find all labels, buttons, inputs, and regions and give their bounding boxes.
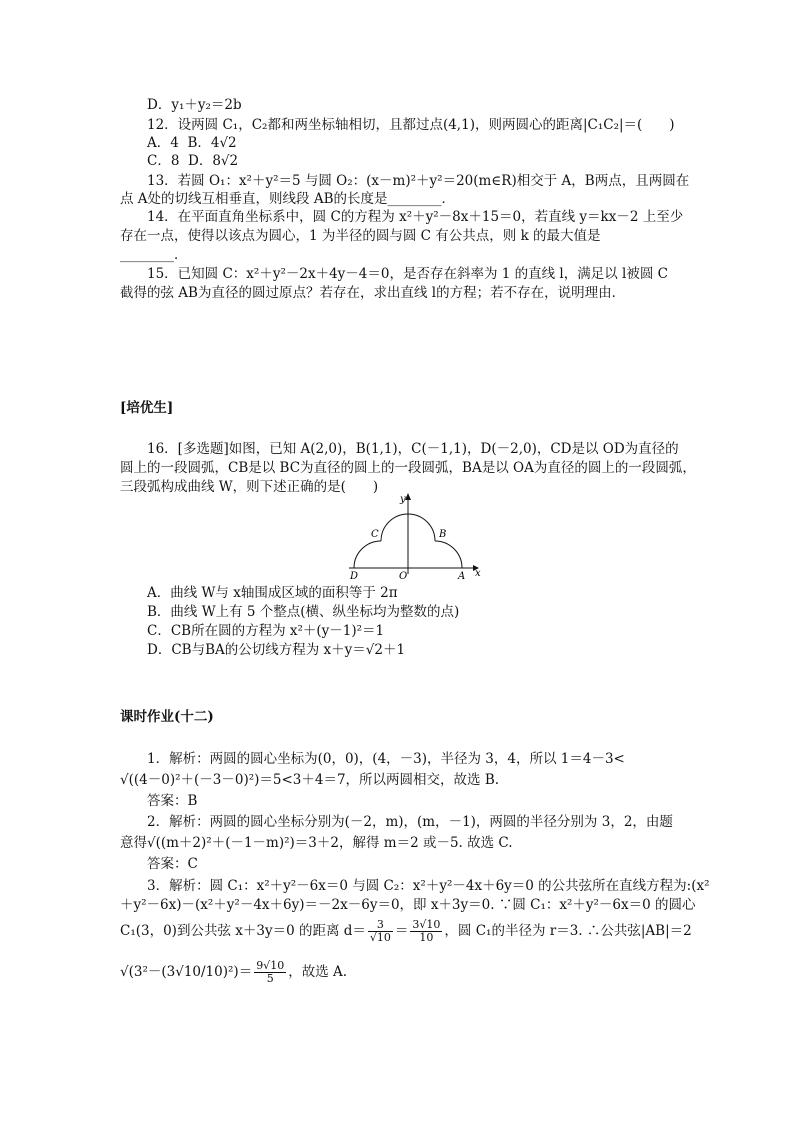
- q13-line2: 点 A处的切线互相垂直，则线段 AB的长度是________．: [120, 191, 456, 207]
- arc-cd: [354, 541, 381, 568]
- label-b: B: [439, 529, 447, 540]
- curve-w-figure: [345, 490, 485, 582]
- q11-option-d: D．y₁＋y₂＝2b: [147, 97, 242, 113]
- chord-length-num: 9√10: [256, 959, 285, 972]
- q15-line1: 15．已知圆 C：x²＋y²－2x＋4y－4＝0，是否存在斜率为 1 的直线 l，满足以 l被圆 C: [147, 266, 668, 282]
- q16-option-b: B．曲线 W上有 5 个整点(横、纵坐标均为整数的点): [147, 604, 460, 620]
- chord-length-radical: √(3²－(3√10/10)²): [120, 964, 239, 980]
- q14-line3: ________．: [120, 247, 188, 263]
- distance-simplified-den: 10: [419, 931, 434, 944]
- q16-option-c: C．CB所在圆的方程为 x²＋(y－1)²＝1: [147, 623, 385, 639]
- ans3-line1: 3．解析：圆 C₁：x²＋y²－6x＝0 与圆 C₂：x²＋y²－4x＋6y＝0 的公共弦所在直线方程为:(x²: [147, 878, 710, 894]
- label-d: D: [350, 571, 359, 582]
- ans2-answer: 答案：C: [147, 856, 198, 872]
- label-a: A: [458, 571, 466, 582]
- ans3-line4: √(3²－(3√10/10)²)＝ $\frac{9√10}{5}$ ，故选 A.: [120, 959, 348, 985]
- q16-line3: 三段弧构成曲线 W，则下述正确的是( ): [120, 479, 379, 495]
- q12-options-ab: [147, 134, 237, 152]
- distance-fraction-num: 3: [368, 919, 393, 932]
- q12-stem: 12．设两圆 C₁，C₂都和两坐标轴相切，且都过点(4,1)，则两圆心的距离|C₁C₂|＝( ): [147, 117, 675, 133]
- distance-fraction-den: √10: [369, 931, 391, 944]
- distance-simplified-num: 3√10: [412, 918, 441, 931]
- ans3-line2: ＋y²－6x)－(x²＋y²－4x＋6y)＝－2x－6y＝0，即 x＋3y＝0. ∵圆 C₁：x²＋y²－6x＝0 的圆心: [120, 897, 696, 913]
- label-o: O: [399, 571, 408, 582]
- label-y: y: [400, 494, 406, 505]
- q14-line1: 14．在平面直角坐标系中，圆 C的方程为 x²＋y²－8x＋15＝0，若直线 y＝kx－2 上至少: [147, 209, 684, 225]
- ans3-line3: C₁(3，0)到公共弦 x＋3y＝0 的距离 d＝ $\frac{3}{√10}$ ＝ $\frac{3√10}{10}$ ，圆 C₁的半径为 r＝3. ∴公共弦|AB|＝2: [120, 918, 692, 944]
- arc-ba: [435, 541, 462, 568]
- y-axis-arrow: [405, 493, 411, 500]
- ans1-line1: 1．解析：两圆的圆心坐标为(0，0)，(4，－3)，半径为 3，4，所以 1＝4－3<: [147, 751, 625, 767]
- ans2-line2: 意得√((m＋2)²＋(－1－m)²)＝3＋2，解得 m＝2 或－5. 故选 C.: [120, 835, 513, 851]
- q15-line2: 截得的弦 AB为直径的圆过原点？若存在，求出直线 l的方程；若不存在，说明理由．: [120, 285, 626, 301]
- chord-length-den: 5: [266, 972, 274, 985]
- q13-line1: 13．若圆 O₁：x²＋y²＝5 与圆 O₂：(x－m)²＋y²＝20(m∈R)相交于 A，B两点，且两圆在: [147, 173, 690, 189]
- section-peiyou-heading: [培优生]: [120, 400, 174, 416]
- distance-simplified-fraction: [410, 919, 442, 944]
- q14-line2: 存在一点，使得以该点为圆心，1 为半径的圆与圆 C 有公共点，则 k 的最大值是: [120, 228, 601, 244]
- ans3-line3-suffix: ，圆 C₁的半径为 r＝3. ∴公共弦|AB|＝2: [444, 923, 692, 939]
- q12-options-cd: [147, 152, 238, 170]
- label-c: C: [371, 529, 379, 540]
- ans3-line4-suffix: ，故选 A.: [288, 964, 348, 980]
- section-homework-heading: 课时作业(十二): [120, 709, 214, 725]
- ans1-line2: √((4－0)²＋(－3－0)²)＝5<3＋4＝7，所以两圆相交，故选 B.: [120, 772, 500, 788]
- q12-option-c: C．8: [147, 153, 180, 169]
- ans1-answer: 答案：B: [147, 793, 198, 809]
- q16-option-d: D．CB与BA的公切线方程为 x＋y＝√2＋1: [147, 642, 406, 658]
- q16-line2: 圆上的一段圆弧，CB是以 BC为直径的圆上的一段圆弧，BA是以 OA为直径的圆上的一段圆弧，: [120, 460, 696, 476]
- q12-option-b: B．4√2: [187, 135, 237, 151]
- chord-length-fraction: [254, 960, 286, 985]
- label-x: x: [475, 568, 481, 579]
- q12-option-a: A．4: [147, 135, 179, 151]
- distance-fraction: [368, 919, 393, 944]
- q16-option-a: A．曲线 W与 x轴围成区域的面积等于 2π: [147, 585, 398, 601]
- q12-option-d: D．8√2: [188, 153, 239, 169]
- q16-line1: 16．[多选题]如图，已知 A(2,0)，B(1,1)，C(－1,1)，D(－2,0)，CD是以 OD为直径的: [147, 441, 679, 457]
- ans2-line1: 2．解析：两圆的圆心坐标分别为(－2，m)，(m，－1)，两圆的半径分别为 3，2，由题: [147, 814, 673, 830]
- ans3-line3-prefix: C₁(3，0)到公共弦 x＋3y＝0 的距离 d＝: [120, 923, 366, 939]
